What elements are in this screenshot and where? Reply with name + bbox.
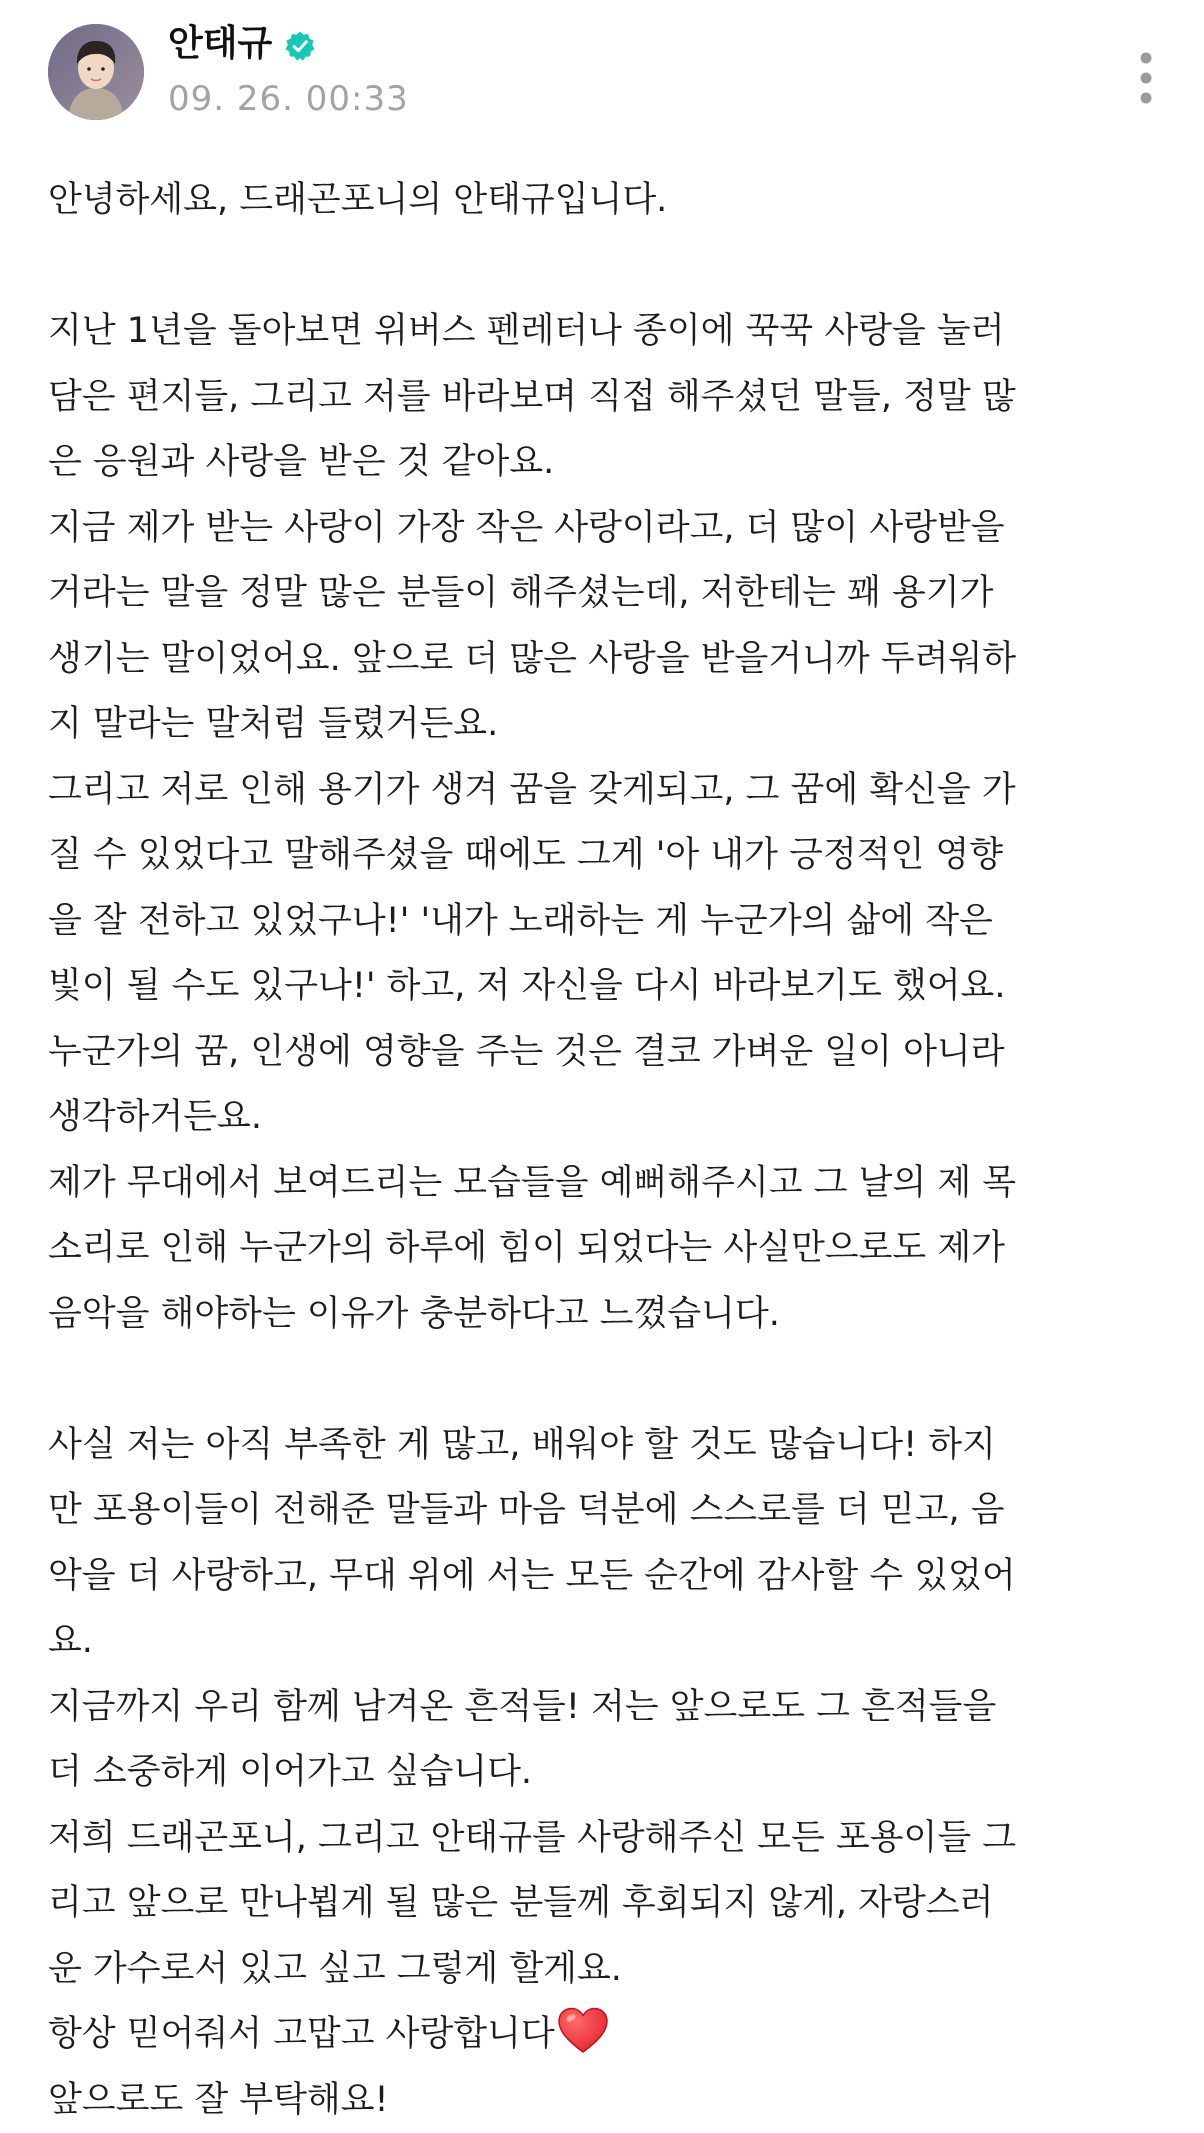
post-text: 지금까지 우리 함께 남겨온 흔적들! 저는 앞으로도 그 흔적들을 [48,1687,996,1727]
post-text: 만 포용이들이 전해준 말들과 마음 덕분에 스스로를 더 믿고, 음 [48,1490,1005,1530]
post-text: 은 응원과 사랑을 받은 것 같아요. [48,442,554,482]
post-text: 저희 드래곤포니, 그리고 안태규를 사랑해주신 모든 포용이들 그 [48,1818,1016,1858]
post-text: 거라는 말을 정말 많은 분들이 해주셨는데, 저한테는 꽤 용기가 [48,573,993,613]
post-text: 그리고 저로 인해 용기가 생겨 꿈을 갖게되고, 그 꿈에 확신을 가 [48,770,1016,810]
post-text-line [48,2068,1178,2133]
post-blank-line [48,1347,1178,1413]
vertical-ellipsis-icon [1126,50,1166,114]
post-text-line [48,496,1178,562]
post-text-line [48,823,1178,889]
post-text-line [48,1937,1178,2003]
post-text: 생각하거든요. [48,1097,262,1137]
user-avatar-photo [48,24,144,120]
post-text-line [48,954,1178,1020]
post-text-line [48,1282,1178,1348]
post-text: 지난 1년을 돌아보면 위버스 펜레터나 종이에 꾹꾹 사랑을 눌러 [48,311,1005,351]
post-text-line [48,1413,1178,1479]
post-text-line [48,430,1178,496]
post-text-line [48,1478,1178,1544]
post-header [0,0,1204,140]
post-text-line [48,299,1178,365]
post-text: 리고 앞으로 만나뵙게 될 많은 분들께 후회되지 않게, 자랑스러 [48,1883,993,1923]
post-text: 지금 제가 받는 사랑이 가장 작은 사랑이라고, 더 많이 사랑받을 [48,508,1005,548]
post-text: 빛이 될 수도 있구나!' 하고, 저 자신을 다시 바라보기도 했어요. [48,966,1005,1006]
post-content [48,168,1178,2133]
post-text: 을 잘 전하고 있었구나!' '내가 노래하는 게 누군가의 삶에 작은 [48,901,993,941]
post-text: 생기는 말이었어요. 앞으로 더 많은 사랑을 받을거니까 두려워하 [48,639,1016,679]
post-text: 항상 믿어줘서 고맙고 사랑합니다 [48,2014,555,2054]
post-text: 음악을 해야하는 이유가 충분하다고 느꼈습니다. [48,1294,780,1334]
post-text: 질 수 있었다고 말해주셨을 때에도 그게 '아 내가 긍정적인 영향 [48,835,1003,875]
post-text-line [48,1806,1178,1872]
post-text: 담은 편지들, 그리고 저를 바라보며 직접 해주셨던 말들, 정말 많 [48,377,1016,417]
post-text: 누군가의 꿈, 인생에 영향을 주는 것은 결코 가벼운 일이 아니라 [48,1032,1005,1072]
post-text: 사실 저는 아직 부족한 게 많고, 배워야 할 것도 많습니다! 하지 [48,1425,996,1465]
post-text: 지 말라는 말처럼 들렸거든요. [48,704,498,744]
post-text-line [48,1675,1178,1741]
post-text-line [48,1151,1178,1217]
post-text: 안녕하세요, 드래곤포니의 안태규입니다. [48,180,667,220]
post-text-line [48,365,1178,431]
post-blank-line [48,234,1178,300]
post-text-line [48,1216,1178,1282]
post-text-line [48,1609,1178,1675]
post-text-line [48,168,1178,234]
post-text: 앞으로도 잘 부탁해요! [48,2080,389,2120]
post-text-line [48,1085,1178,1151]
post-text-line [48,758,1178,824]
post-text-line [48,2002,1178,2068]
post-text-line [48,889,1178,955]
author-avatar[interactable] [48,24,144,120]
post-timestamp: 09. 26. 00:33 [168,78,409,120]
post-text-line [48,561,1178,627]
verified-badge-icon [284,30,316,62]
post-text: 더 소중하게 이어가고 싶습니다. [48,1752,532,1792]
post-text-line [48,692,1178,758]
post-text-line [48,627,1178,693]
post-text: 운 가수로서 있고 싶고 그렇게 할게요. [48,1949,622,1989]
post-text: 소리로 인해 누군가의 하루에 힘이 되었다는 사실만으로도 제가 [48,1228,1005,1268]
post-text-line [48,1740,1178,1806]
post-text: 악을 더 사랑하고, 무대 위에 서는 모든 순간에 감사할 수 있었어 [48,1556,1016,1596]
post-text: 제가 무대에서 보여드리는 모습들을 예뻐해주시고 그 날의 제 목 [48,1163,1016,1203]
post-text-line [48,1020,1178,1086]
author-name[interactable]: 안태규 [168,22,272,66]
more-options-button[interactable] [1126,50,1166,114]
post-text-line [48,1544,1178,1610]
post-text-line [48,1871,1178,1937]
post-text: 요. [48,1621,93,1661]
